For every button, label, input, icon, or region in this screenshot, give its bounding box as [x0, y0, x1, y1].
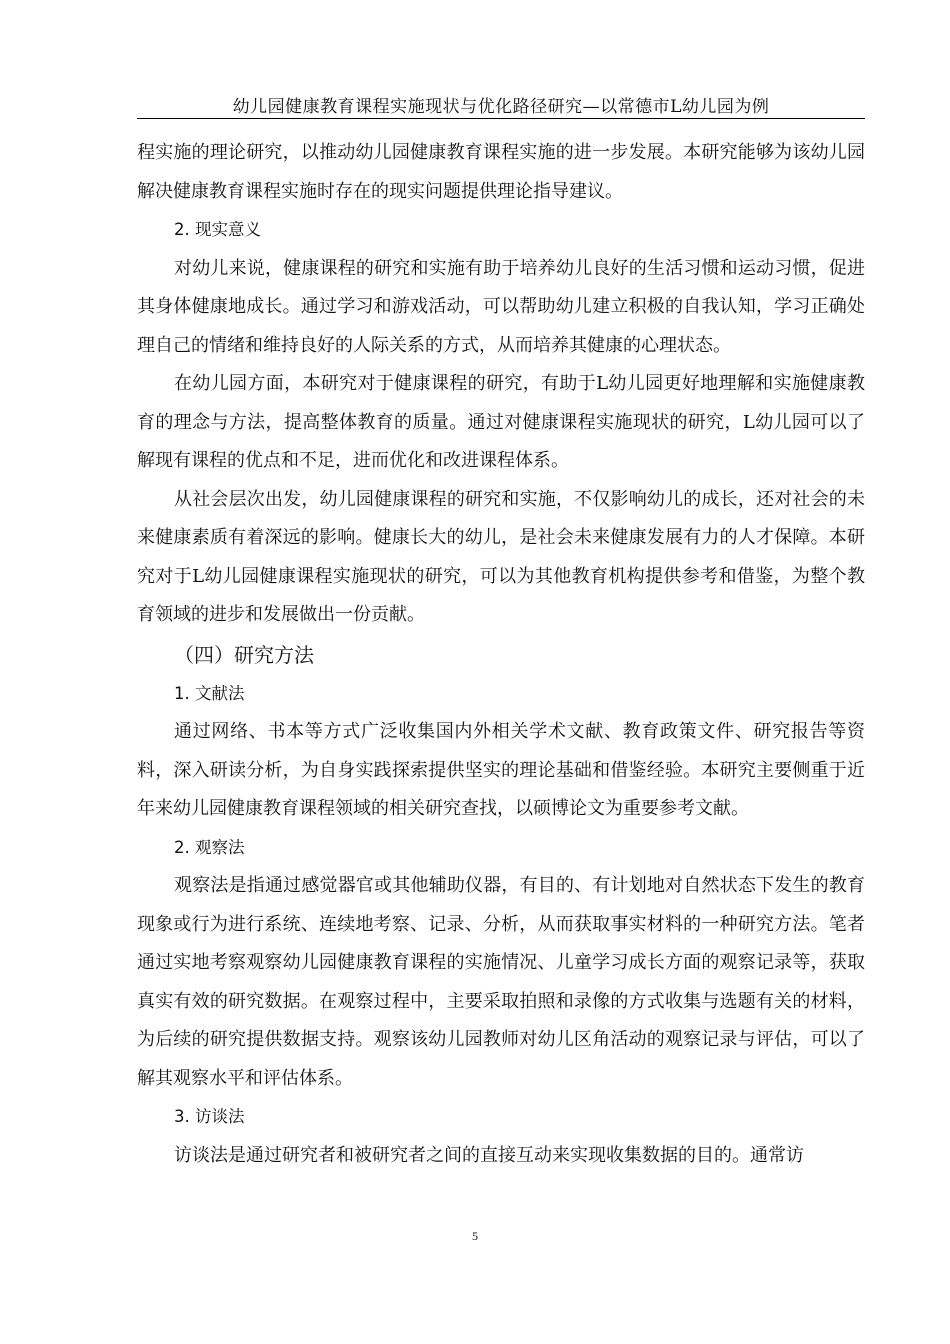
- subheading-literature-method: 1. 文献法: [174, 683, 245, 703]
- running-header: 幼儿园健康教育课程实施现状与优化路径研究—以常德市L幼儿园为例: [232, 97, 770, 117]
- paragraph-society: 从社会层次出发，幼儿园健康课程的研究和实施，不仅影响幼儿的成长，还对社会的未来健康素质有着深远的影响。健康长大的幼儿，是社会未来健康发展有力的人才保障。本研究对于L幼儿园健康课程实施现状的研究，可以为其他教育机构提供参考和借鉴，为整个教育领域的进步和发展做出一份贡献。: [137, 488, 865, 625]
- paragraph-continued: 程实施的理论研究，以推动幼儿园健康教育课程实施的进一步发展。本研究能够为该幼儿园解决健康教育课程实施时存在的现实问题提供理论指导建议。: [137, 142, 865, 202]
- paragraph-observation-method: 观察法是指通过感觉器官或其他辅助仪器，有目的、有计划地对自然状态下发生的教育现象或行为进行系统、连续地考察、记录、分析，从而获取事实材料的一种研究方法。笔者通过实地考察观察幼儿园健康教育课程的实施情况、儿童学习成长方面的观察记录等，获取真实有效的研究数据。在观察过程中，主要采取拍照和录像的方式收集与选题有关的材料，为后续的研究提供数据支持。观察该幼儿园教师对幼儿区角活动的观察记录与评估，可以了解其观察水平和评估体系。: [137, 875, 865, 1089]
- subheading-practical-significance: 2. 现实意义: [174, 220, 261, 239]
- subheading-observation-method: 2. 观察法: [174, 837, 245, 857]
- subheading-interview-method: 3. 访谈法: [174, 1107, 245, 1126]
- paragraph-children: 对幼儿来说，健康课程的研究和实施有助于培养幼儿良好的生活习惯和运动习惯，促进其身体健康地成长。通过学习和游戏活动，可以帮助幼儿建立积极的自我认知，学习正确处理自己的情绪和维持良好的人际关系的方式，从而培养其健康的心理状态。: [137, 257, 865, 356]
- section-heading-research-methods: （四）研究方法: [174, 642, 314, 667]
- body-text: [137, 134, 865, 1175]
- paragraph-literature-method: 通过网络、书本等方式广泛收集国内外相关学术文献、教育政策文件、研究报告等资料，深入研读分析，为自身实践探索提供坚实的理论基础和借鉴经验。本研究主要侧重于近年来幼儿园健康教育课程领域的相关研究查找，以硕博论文为重要参考文献。: [137, 721, 865, 819]
- header-divider: [137, 118, 865, 119]
- page-number: 5: [472, 1229, 478, 1243]
- paragraph-kindergarten: 在幼儿园方面，本研究对于健康课程的研究，有助于L幼儿园更好地理解和实施健康教育的理念与方法，提高整体教育的质量。通过对健康课程实施现状的研究，L幼儿园可以了解现有课程的优点和不足，进而优化和改进课程体系。: [137, 373, 865, 471]
- paragraph-interview-method: 访谈法是通过研究者和被研究者之间的直接互动来实现收集数据的目的。通常访: [174, 1144, 804, 1166]
